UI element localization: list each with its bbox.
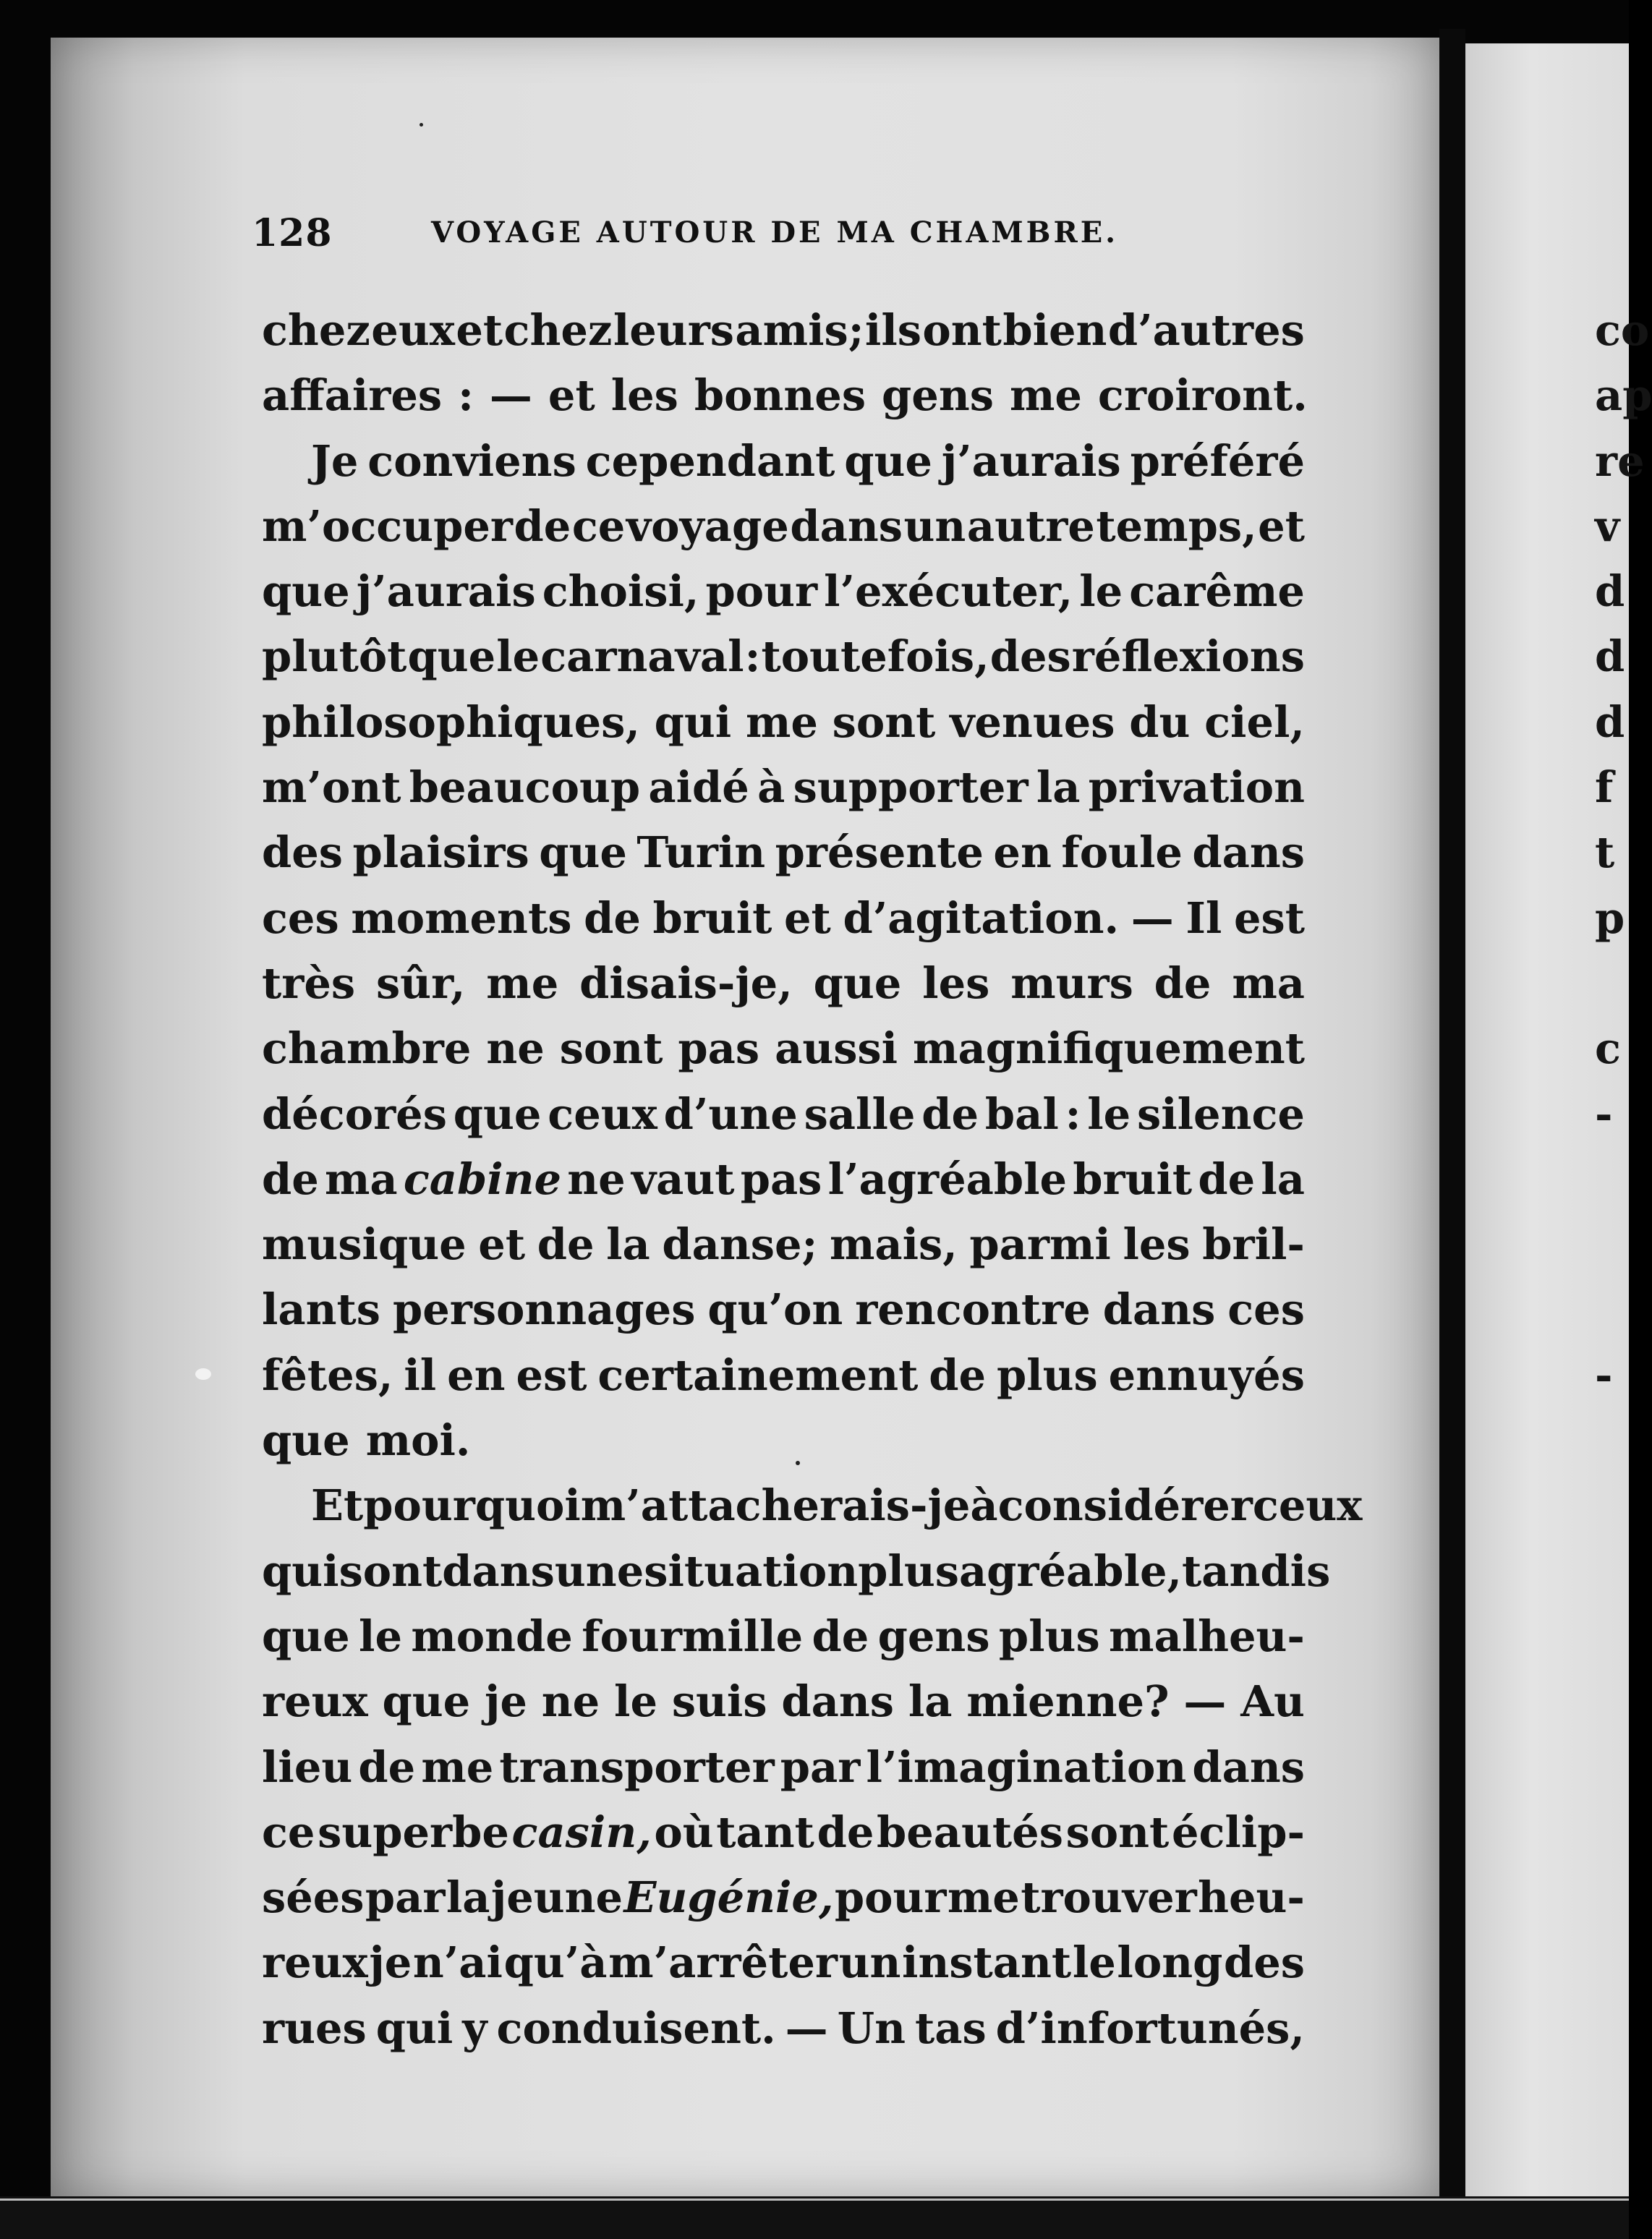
word: Au — [1240, 1676, 1305, 1727]
word: la — [908, 1676, 953, 1727]
word: je — [485, 1676, 527, 1727]
word: certainement — [597, 1349, 919, 1400]
word: aussi — [775, 1023, 898, 1074]
word: instant — [902, 1937, 1072, 1988]
word: mais, — [829, 1219, 958, 1270]
word: que — [262, 1415, 350, 1466]
facing-page-fragment: p — [1595, 892, 1625, 943]
word: transporter — [499, 1741, 775, 1792]
scan-speck — [420, 123, 423, 127]
text-line — [262, 820, 1305, 885]
word: me — [947, 1872, 1020, 1923]
word: à — [970, 1480, 998, 1531]
word: de — [262, 1153, 319, 1204]
text-line — [262, 298, 1305, 363]
word: dans — [781, 1676, 894, 1727]
word: de — [1154, 958, 1212, 1008]
word: par — [780, 1741, 861, 1792]
facing-page-fragment: v — [1595, 500, 1620, 551]
word: qui — [654, 696, 732, 747]
word: pourquoi — [363, 1480, 581, 1531]
word: ma — [1232, 958, 1305, 1008]
text-line — [262, 624, 1305, 689]
word: de — [358, 1741, 416, 1792]
word: que — [844, 435, 932, 486]
word: l’exécuter, — [824, 566, 1073, 617]
word: me — [1009, 370, 1082, 421]
word: malheu- — [1109, 1611, 1305, 1661]
word: où — [654, 1807, 714, 1857]
word: en — [447, 1349, 506, 1400]
facing-page-fragment: d — [1595, 566, 1625, 617]
word: des — [1223, 1937, 1305, 1988]
word: m’ont — [262, 762, 401, 813]
word: sont — [339, 1545, 443, 1596]
word: supporter — [793, 762, 1029, 813]
word: Un — [837, 2003, 906, 2053]
word: privation — [1088, 762, 1305, 813]
facing-page-fragment — [1595, 1277, 1629, 1342]
word: et — [784, 892, 831, 943]
word: qu’à — [503, 1937, 608, 1988]
running-head: VOYAGE AUTOUR DE MA CHAMBRE. — [431, 216, 1119, 250]
facing-page-fragment: c — [1595, 1023, 1621, 1074]
word: — — [785, 2003, 828, 2053]
word: reux — [262, 1937, 368, 1988]
word: me — [745, 696, 818, 747]
word: disais-je, — [579, 958, 793, 1008]
word: que — [382, 1676, 471, 1727]
word: dans — [790, 500, 903, 551]
text-line — [262, 886, 1305, 951]
word: beaucoup — [409, 762, 641, 813]
text-line — [262, 1865, 1305, 1930]
word: casin, — [511, 1807, 652, 1857]
word: lieu — [262, 1741, 353, 1792]
word: silence — [1136, 1088, 1305, 1139]
text-line — [262, 1016, 1305, 1081]
word: n’ai — [412, 1937, 503, 1988]
word: qui — [262, 1545, 339, 1596]
word: que — [539, 827, 627, 878]
text-line — [262, 1408, 1305, 1473]
word: situation — [644, 1545, 859, 1596]
word: de — [584, 892, 641, 943]
word: du — [1129, 696, 1191, 747]
word: sûr, — [375, 958, 466, 1008]
word: moments — [351, 892, 572, 943]
word: mienne? — [966, 1676, 1170, 1727]
word: chez — [503, 305, 613, 355]
word: trouver — [1021, 1872, 1197, 1923]
word: qui — [375, 2003, 454, 2053]
text-line — [262, 1082, 1305, 1147]
word: ceux — [548, 1088, 657, 1139]
word: plus — [998, 1611, 1100, 1661]
word: est — [516, 1349, 587, 1400]
word: l’agréable — [827, 1153, 1068, 1204]
word: pas — [740, 1153, 822, 1204]
word: carnaval — [540, 631, 744, 682]
word: agréable, — [958, 1545, 1183, 1596]
text-line — [262, 1930, 1305, 1995]
word: affaires — [262, 370, 443, 421]
word: le — [1072, 1937, 1116, 1988]
word: beautés — [877, 1807, 1063, 1857]
word: m’arrêter — [608, 1937, 838, 1988]
word: plus — [858, 1545, 959, 1596]
word: amis; — [735, 305, 864, 355]
word: le — [1079, 566, 1123, 617]
word: tant — [716, 1807, 814, 1857]
facing-page-fragment: t — [1595, 827, 1615, 878]
word: autre — [966, 500, 1095, 551]
text-line — [262, 363, 1308, 428]
body-text — [262, 298, 1363, 2061]
word: l’imagination — [866, 1741, 1187, 1792]
word: ces — [1227, 1284, 1305, 1335]
word: et — [1258, 500, 1305, 551]
word: eux — [371, 305, 455, 355]
word: et — [478, 1219, 526, 1270]
text-line — [262, 1212, 1305, 1277]
word: le — [614, 1676, 657, 1727]
word: croiront. — [1097, 370, 1308, 421]
facing-page-fragment: - — [1595, 1088, 1613, 1139]
word: cabine — [403, 1153, 562, 1204]
word: m’attacherais-je — [580, 1480, 971, 1531]
word: de — [537, 1219, 595, 1270]
word: de — [514, 500, 571, 551]
word: toutefois, — [761, 631, 989, 682]
word: réflexions — [1071, 631, 1305, 682]
word: Turin — [636, 827, 766, 878]
word: dans — [1192, 1741, 1305, 1792]
word: temps, — [1096, 500, 1257, 551]
text-line — [262, 1473, 1363, 1538]
word: y — [462, 2003, 487, 2053]
word: par — [365, 1872, 446, 1923]
word: je — [369, 1937, 412, 1988]
word: et — [456, 305, 503, 355]
word: bruit — [652, 892, 772, 943]
scan-speck — [796, 1461, 800, 1465]
word: conduisent. — [496, 2003, 776, 2053]
word: ils — [864, 305, 921, 355]
word: que — [262, 1611, 350, 1661]
word: foule — [1061, 827, 1183, 878]
word: de — [929, 1349, 987, 1400]
word: fêtes, — [262, 1349, 393, 1400]
text-line — [262, 1669, 1305, 1734]
word: chambre — [262, 1023, 472, 1074]
word: — — [489, 370, 532, 421]
word: m’occuper — [262, 500, 513, 551]
word: ne — [486, 1023, 545, 1074]
word: chez — [262, 305, 370, 355]
word: salle — [804, 1088, 916, 1139]
word: sont — [559, 1023, 663, 1074]
word: gens — [877, 1611, 990, 1661]
word: des — [262, 827, 344, 878]
word: à — [757, 762, 785, 813]
facing-page-fragment: f — [1595, 762, 1614, 813]
word: un — [838, 1937, 901, 1988]
facing-page-fragment — [1595, 951, 1629, 1016]
word: qu’on — [707, 1284, 843, 1335]
facing-page-fragment — [1595, 1147, 1629, 1212]
word: voyage — [626, 500, 789, 551]
word: long — [1117, 1937, 1223, 1988]
word: les — [1123, 1219, 1191, 1270]
word: leurs — [613, 305, 734, 355]
text-line — [262, 951, 1305, 1016]
word: de — [817, 1807, 874, 1857]
word: il — [404, 1349, 437, 1400]
word: j’aurais — [941, 435, 1121, 486]
text-line — [262, 1800, 1305, 1865]
word: bien — [1002, 305, 1107, 355]
word: ennuyés — [1108, 1349, 1305, 1400]
word: la — [1036, 762, 1081, 813]
text-line — [262, 1604, 1305, 1669]
word: Il — [1185, 892, 1222, 943]
word: musique — [262, 1219, 467, 1270]
word: — — [1131, 892, 1174, 943]
word: me — [421, 1741, 494, 1792]
page-header — [252, 211, 1156, 262]
word: d’infortunés, — [995, 2003, 1305, 2053]
word: : — [744, 631, 761, 682]
word: choisi, — [542, 566, 699, 617]
text-line — [262, 1539, 1331, 1604]
word: et — [548, 370, 595, 421]
word: dans — [1102, 1284, 1216, 1335]
word: dans — [442, 1545, 555, 1596]
word: la — [1261, 1153, 1305, 1204]
word: ceux — [1252, 1480, 1363, 1531]
facing-page-fragment: ap — [1595, 370, 1652, 421]
word: sont — [1065, 1807, 1170, 1857]
text-line — [262, 690, 1305, 755]
word: d’agitation. — [843, 892, 1120, 943]
word: : — [1065, 1088, 1081, 1139]
word: d’autres — [1107, 305, 1305, 355]
word: de — [921, 1088, 979, 1139]
word: pas — [678, 1023, 760, 1074]
word: conviens — [367, 435, 576, 486]
facing-page-fragment: re — [1595, 435, 1645, 486]
word: lants — [262, 1284, 381, 1335]
word: jeune — [490, 1872, 623, 1923]
word: : — [458, 370, 474, 421]
word: bal — [984, 1088, 1059, 1139]
text-line — [262, 755, 1305, 820]
word: les — [610, 370, 678, 421]
word: un — [903, 500, 966, 551]
facing-page-fragment: d — [1595, 631, 1625, 682]
word: que — [262, 566, 350, 617]
page-number: 128 — [252, 211, 333, 255]
word: préféré — [1130, 435, 1305, 486]
word: superbe — [318, 1807, 509, 1857]
text-line — [262, 1277, 1305, 1342]
word: reux — [262, 1676, 368, 1727]
word: me — [486, 958, 559, 1008]
text-line — [262, 1996, 1305, 2061]
book-gutter — [1439, 29, 1465, 2199]
word: ce — [571, 500, 626, 551]
word: de — [812, 1611, 869, 1661]
word: très — [262, 958, 356, 1008]
word: est — [1233, 892, 1305, 943]
facing-page-fragment: co — [1595, 305, 1650, 355]
word: pour — [834, 1872, 947, 1923]
word: rencontre — [855, 1284, 1091, 1335]
word: monde — [411, 1611, 573, 1661]
word: vaut — [631, 1153, 735, 1204]
text-line — [262, 559, 1305, 624]
word: fourmille — [582, 1611, 804, 1661]
facing-page-fragment — [1595, 1212, 1629, 1277]
word: le — [359, 1611, 402, 1661]
facing-page-fragment: d — [1595, 696, 1625, 747]
word: venues — [950, 696, 1115, 747]
word: Je — [311, 435, 359, 486]
word: que — [813, 958, 902, 1008]
word: plaisirs — [352, 827, 529, 878]
word: que — [453, 1088, 542, 1139]
word: éclip- — [1171, 1807, 1305, 1857]
word: — — [1183, 1676, 1227, 1727]
word: présente — [775, 827, 984, 878]
facing-page-text — [1595, 298, 1652, 1408]
word: carême — [1129, 566, 1305, 617]
word: ne — [541, 1676, 600, 1727]
word: danse; — [662, 1219, 818, 1270]
scan-speck — [195, 1368, 211, 1380]
word: ces — [262, 892, 339, 943]
word: j’aurais — [356, 566, 536, 617]
word: bruit — [1073, 1153, 1193, 1204]
word: personnages — [392, 1284, 696, 1335]
scan-bottom-line — [0, 2199, 1629, 2201]
word: tandis — [1182, 1545, 1331, 1596]
word: sont — [832, 696, 936, 747]
text-line — [262, 1147, 1305, 1212]
word: le — [1087, 1088, 1131, 1139]
word: considérer — [997, 1480, 1253, 1531]
word: de — [1198, 1153, 1256, 1204]
word: suis — [671, 1676, 767, 1727]
word: le — [496, 631, 540, 682]
word: rues — [262, 2003, 367, 2053]
word: sées — [262, 1872, 365, 1923]
word: des — [989, 631, 1071, 682]
word: cependant — [585, 435, 835, 486]
word: que — [407, 631, 496, 682]
word: plutôt — [262, 631, 407, 682]
word: décorés — [262, 1088, 447, 1139]
word: d’une — [663, 1088, 798, 1139]
facing-page-fragment: - — [1595, 1349, 1613, 1400]
word: parmi — [969, 1219, 1111, 1270]
word: la — [446, 1872, 490, 1923]
word: tas — [914, 2003, 987, 2053]
word: bril- — [1202, 1219, 1305, 1270]
scan-bottom-border — [0, 2196, 1629, 2239]
word: philosophiques, — [262, 696, 640, 747]
word: magnifiquement — [913, 1023, 1305, 1074]
word: aidé — [648, 762, 749, 813]
word: les — [922, 958, 990, 1008]
word: plus — [996, 1349, 1098, 1400]
word: ne — [567, 1153, 626, 1204]
text-line — [262, 1735, 1305, 1800]
word: bonnes — [694, 370, 867, 421]
word: heu- — [1198, 1872, 1305, 1923]
word: une — [554, 1545, 644, 1596]
word: ma — [324, 1153, 398, 1204]
word: Et — [311, 1480, 364, 1531]
word: ce — [262, 1807, 315, 1857]
text-line — [262, 1343, 1305, 1408]
word: ont — [922, 305, 1002, 355]
text-line — [262, 494, 1305, 559]
word: murs — [1010, 958, 1133, 1008]
word: Eugénie, — [623, 1872, 834, 1923]
word: la — [606, 1219, 650, 1270]
text-line — [262, 429, 1305, 494]
word: dans — [1192, 827, 1305, 878]
word: pour — [705, 566, 818, 617]
word: en — [993, 827, 1052, 878]
word: gens — [882, 370, 994, 421]
word: ciel, — [1204, 696, 1305, 747]
word: moi. — [365, 1415, 471, 1466]
